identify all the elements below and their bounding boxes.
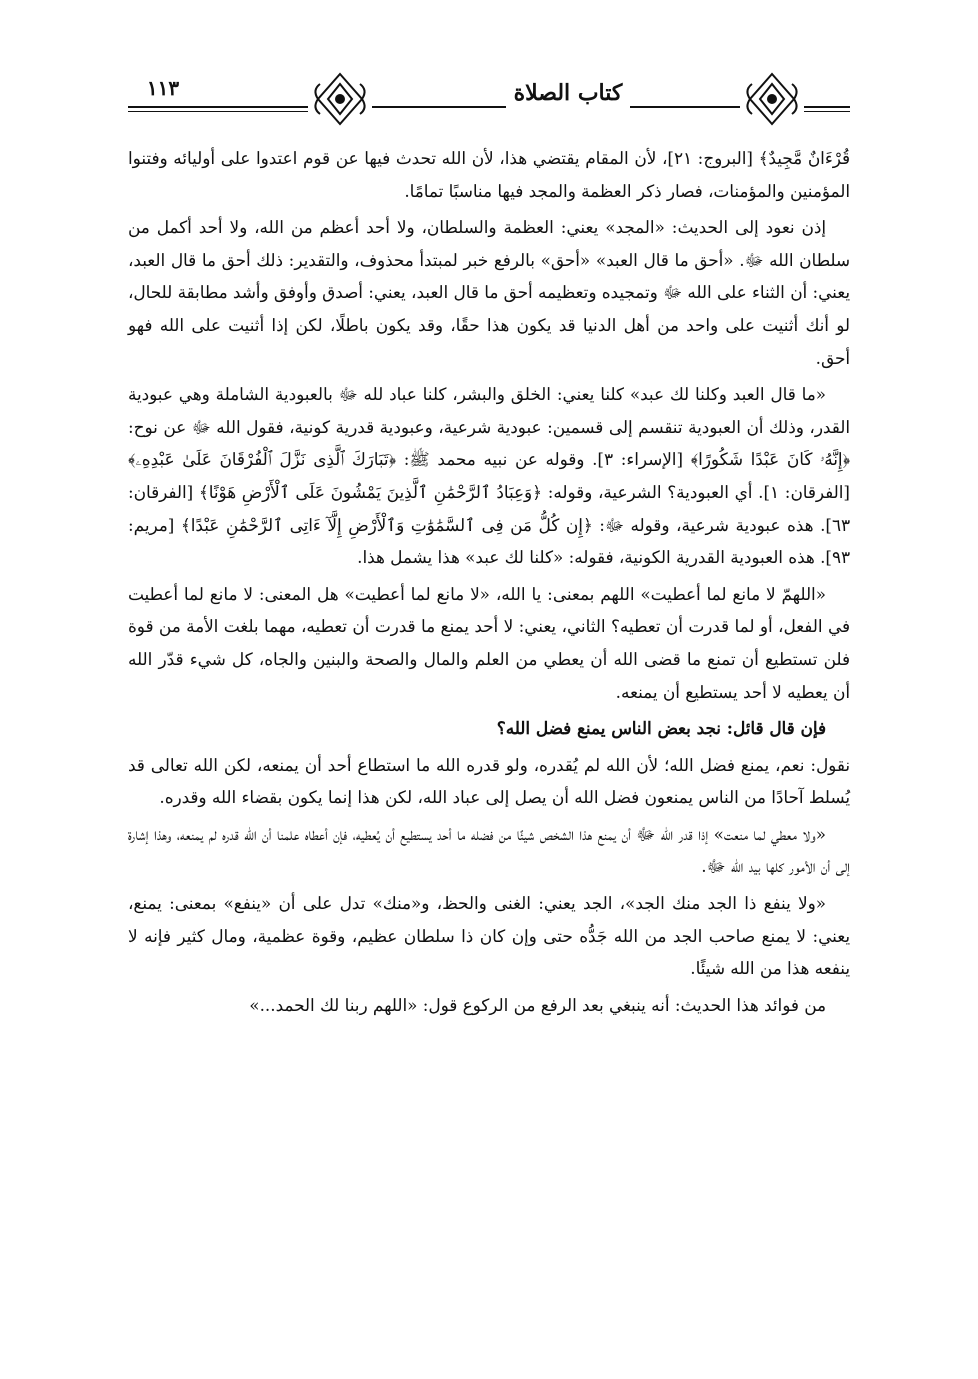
header-rule-center-right	[630, 106, 740, 108]
page-number: ١١٣	[146, 76, 180, 100]
body-text	[128, 142, 850, 1025]
header-rule-center-left	[372, 106, 506, 108]
header-rule-left	[128, 106, 308, 108]
paragraph: قُرْءَانٌ مَّجِيدٌ﴾ [البروج: ٢١]، لأن المقام يقتضي هذا، لأن الله تحدث فيها عن قوم اعتدوا على أوليائه وفتنوا المؤمنين والمؤمنات، فصار ذكر العظمة والمجد فيها مناسبًا تمامًا.	[128, 148, 850, 201]
paragraph: «ولا معطي لما منعت» إذا قدر الله ﷻ أن يمنع هذا الشخص شيئًا من فضله ما أحد يستطيع أن يُعطيه، فإن أعطاه علمنا أن الله قدره لم يمنعه، وهذا إشارة إلى أن الأمور كلها بيد الله ﷻ.	[128, 823, 850, 877]
header-rule-right-thin	[804, 111, 850, 112]
chapter-title: كتاب الصلاة	[513, 80, 623, 106]
paragraph: فإن قال قائل: نجد بعض الناس يمنع فضل الله؟	[496, 718, 826, 739]
paragraph: من فوائد هذا الحديث: أنه ينبغي بعد الرفع من الركوع قول: «اللهم ربنا لك الحمد...»	[249, 994, 826, 1015]
page-header	[128, 70, 850, 128]
paragraph: «ما قال العبد وكلنا لك عبد» كلنا يعني: الخلق والبشر، كلنا عباد لله ﷻ بالعبودية الشاملة وهي عبودية القدر، وذلك أن العبودية تنقسم إلى قسمين: عبودية شرعية، وعبودية قدرية كونية، فقول الله ﷻ عن نوح: ﴿إِنَّهُۥ كَانَ عَبْدًا شَكُورًا﴾ [الإسراء: ٣]. وقوله عن نبيه محمد ﷺ: ﴿تَبَارَكَ ٱلَّذِى نَزَّلَ ٱلْفُرْقَانَ عَلَىٰ عَبْدِهِۦ﴾ [الفرقان: ١]. أي العبودية؟ الشرعية، وقوله: ﴿وَعِبَادُ ٱلرَّحْمَٰنِ ٱلَّذِينَ يَمْشُونَ عَلَى ٱلْأَرْضِ هَوْنًا﴾ [الفرقان: ٦٣]. هذه عبودية شرعية، وقوله ﷻ: ﴿إِن كُلُّ مَن فِى ٱلسَّمَٰوَٰتِ وَٱلْأَرْضِ إِلَّآ ءَاتِى ٱلرَّحْمَٰنِ عَبْدًا﴾ [مريم: ٩٣]. هذه العبودية القدرية الكونية، فقوله: «كلنا لك عبد» هذا يشمل هذا.	[128, 384, 851, 568]
ornament-left-icon	[310, 70, 370, 128]
paragraph: «ولا ينفع ذا الجد منك الجد»، الجد يعني: الغنى والحظ، و«منك» تدل على أن «ينفع» بمعنى: يمنع، يعني: لا يمنع صاحب الجد من الله جَدُّه حتى وإن كان ذا سلطان عظيم، وقوة عظمية، ومال كثير فإنه لا ينفعه هذا من الله شيئًا.	[128, 893, 850, 979]
header-rule-left-thin	[128, 111, 308, 112]
paragraph: نقول: نعم، يمنع فضل الله؛ لأن الله لم يُقدره، ولو قدره الله ما استطاع أحد أن يمنعه، لكن الله تعالى قد يُسلط آحادًا من الناس يمنعون فضل الله أن يصل إلى عباد الله، لكن هذا إنما يكون بقضاء الله وقدره.	[128, 754, 850, 808]
header-rule-right	[804, 106, 850, 108]
ornament-right-icon	[742, 70, 802, 128]
paragraph: «اللهمّ لا مانع لما أعطيت» اللهم بمعنى: يا الله، «لا مانع لما أعطيت» هل المعنى: لا مانع لما أعطيت في الفعل، أو لما قدرت أن تعطيه؟ الثاني، يعني: لا أحد يمنع ما قدرت أن تعطيه، مهما بلغت الأمة من قوة فلن تستطيع أن تمنع ما قضى الله أن يعطي من العلم والمال والصحة والبنين والجاه، كل شيء قدّر الله أن يعطيه لا أحد يستطيع أن يمنعه.	[128, 583, 850, 702]
paragraph: إذن نعود إلى الحديث: «المجد» يعني: العظمة والسلطان، ولا أحد أعظم من الله، ولا أحد أكمل من سلطان الله ﷻ. «أحق ما قال العبد» «أحق» بالرفع خبر لمبتدأ محذوف، والتقدير: ذلك أحق ما قال العبد، يعني: أن الثناء على الله ﷻ وتمجيده وتعظيمه أحق ما قال العبد، يعني: أصدق وأوفق وأشد مطابقة للحال، لو أنك أثنيت على واحد من أهل الدنيا قد يكون هذا حقًا، وقد يكون باطلًا، لكن إذا أثنيت على الله فهو أحق.	[128, 217, 850, 368]
